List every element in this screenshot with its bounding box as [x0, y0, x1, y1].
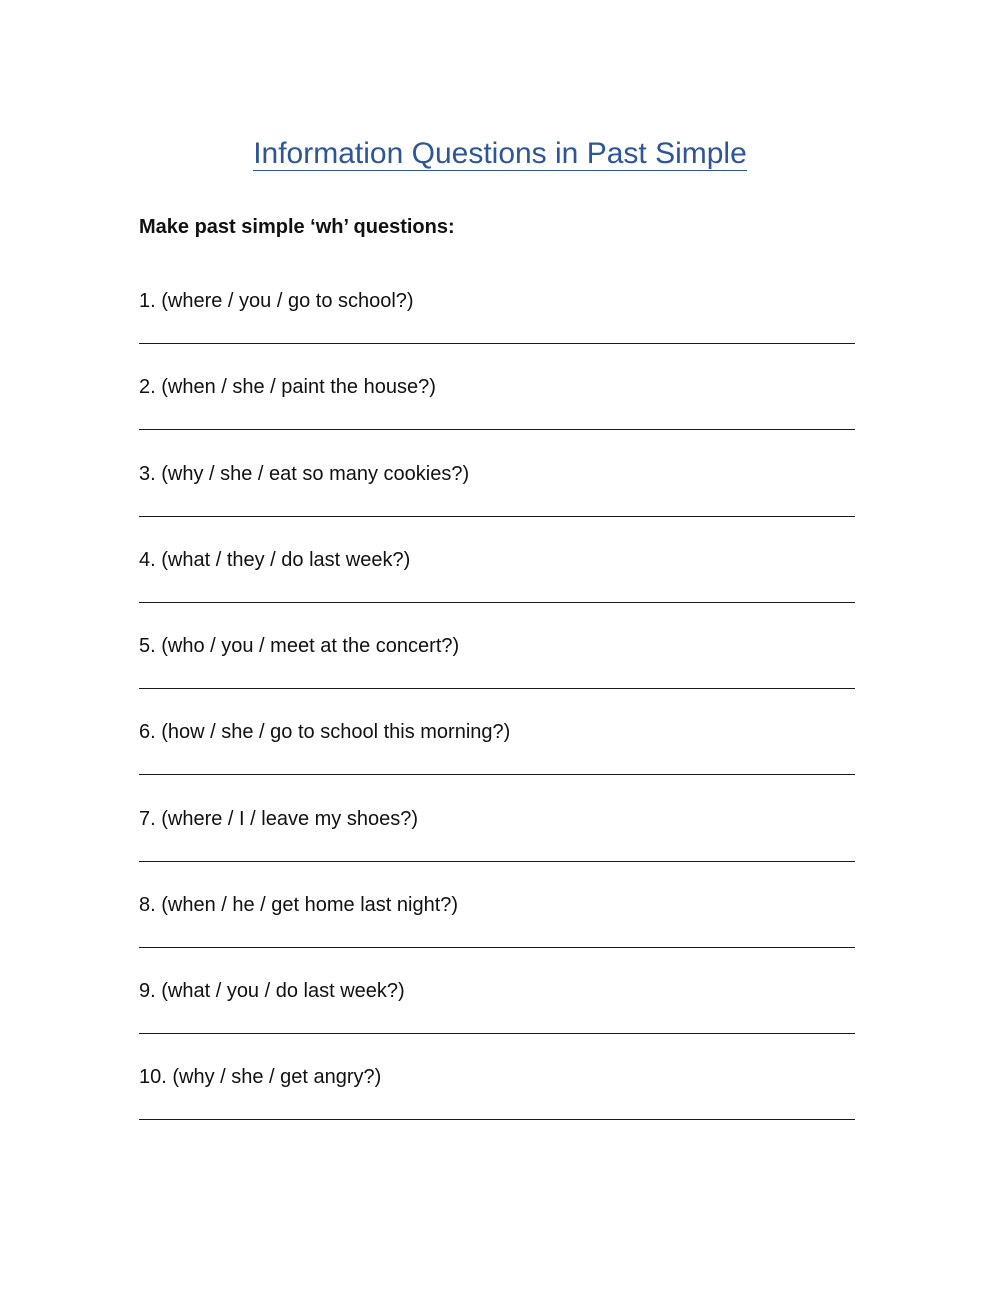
question-item-6	[139, 718, 855, 804]
page-title-text: Information Questions in Past Simple	[253, 137, 747, 170]
answer-line	[139, 861, 855, 862]
question-prompt: 4. (what / they / do last week?)	[139, 549, 411, 571]
answer-line	[139, 429, 855, 430]
question-prompt: 1. (where / you / go to school?)	[139, 290, 414, 312]
answer-input-8[interactable]	[139, 921, 855, 947]
question-item-7	[139, 805, 855, 891]
answer-line	[139, 602, 855, 603]
question-prompt: 5. (who / you / meet at the concert?)	[139, 635, 460, 657]
question-prompt: 8. (when / he / get home last night?)	[139, 894, 459, 916]
answer-line	[139, 947, 855, 948]
answer-input-9[interactable]	[139, 1007, 855, 1033]
answer-input-2[interactable]	[139, 403, 855, 429]
answer-input-3[interactable]	[139, 490, 855, 516]
answer-input-10[interactable]	[139, 1093, 855, 1119]
answer-line	[139, 774, 855, 775]
answer-input-6[interactable]	[139, 748, 855, 774]
answer-input-5[interactable]	[139, 662, 855, 688]
question-item-5	[139, 632, 855, 718]
question-prompt: 9. (what / you / do last week?)	[139, 980, 405, 1002]
answer-line	[139, 516, 855, 517]
question-item-2	[139, 373, 855, 459]
answer-line	[139, 688, 855, 689]
answer-input-7[interactable]	[139, 835, 855, 861]
question-prompt: 10. (why / she / get angry?)	[139, 1066, 382, 1088]
question-item-9	[139, 977, 855, 1063]
question-item-10	[139, 1063, 855, 1149]
question-prompt: 3. (why / she / eat so many cookies?)	[139, 463, 470, 485]
question-prompt: 2. (when / she / paint the house?)	[139, 376, 436, 398]
question-item-3	[139, 460, 855, 546]
answer-input-4[interactable]	[139, 576, 855, 602]
answer-input-1[interactable]	[139, 317, 855, 343]
question-prompt: 7. (where / I / leave my shoes?)	[139, 808, 419, 830]
question-item-1	[139, 287, 855, 373]
answer-line	[139, 343, 855, 344]
answer-line	[139, 1033, 855, 1034]
answer-line	[139, 1119, 855, 1120]
question-item-8	[139, 891, 855, 977]
question-prompt: 6. (how / she / go to school this morning?)	[139, 721, 511, 743]
instruction-text: Make past simple ‘wh’ questions:	[139, 216, 455, 238]
question-item-4	[139, 546, 855, 632]
